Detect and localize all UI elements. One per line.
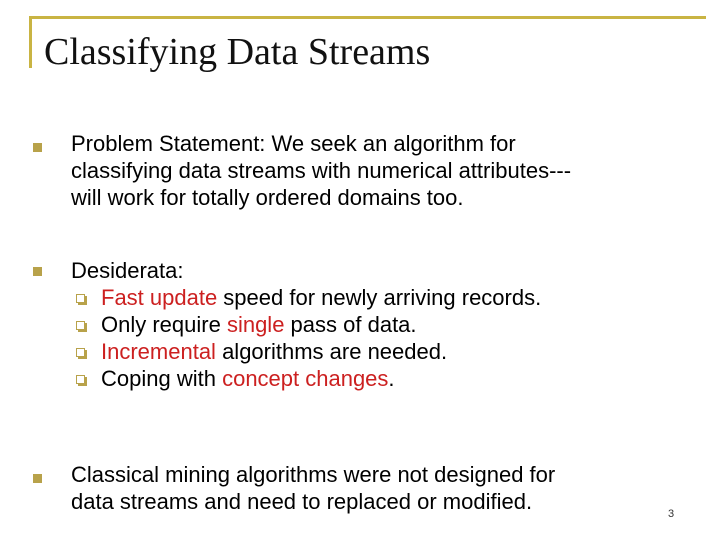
sub-item-text: . <box>388 366 395 391</box>
text-line: will work for totally ordered domains too. <box>71 185 464 210</box>
sub-item-text: pass of data. <box>284 312 417 337</box>
checkbox-bullet-icon <box>76 375 85 384</box>
bullet-desiderata <box>71 257 541 392</box>
bullet-problem-statement <box>71 130 571 211</box>
text-line: data streams and need to replaced or modified. <box>71 489 533 514</box>
bullet-marker <box>33 143 42 152</box>
page-number: 3 <box>668 508 675 520</box>
desiderata-heading: Desiderata: <box>71 258 184 283</box>
highlight-text: concept changes <box>222 366 389 391</box>
checkbox-bullet-icon <box>76 348 85 357</box>
title-frame-top <box>29 16 706 19</box>
sub-item-concept-changes <box>71 365 541 392</box>
sub-item-text: speed for newly arriving records. <box>217 285 542 310</box>
checkbox-bullet-icon <box>76 321 85 330</box>
highlight-text: Fast update <box>101 285 218 310</box>
sub-item-text: Only require <box>101 312 227 337</box>
bullet-classical-mining <box>71 461 555 515</box>
text-line: Problem Statement: We seek an algorithm for <box>71 131 516 156</box>
sub-item-single-pass <box>71 311 541 338</box>
text-line: Classical mining algorithms were not designed for <box>71 462 556 487</box>
bullet-marker <box>33 267 42 276</box>
bullet-marker <box>33 474 42 483</box>
sub-item-incremental <box>71 338 541 365</box>
sub-item-text: Coping with <box>101 366 223 391</box>
sub-item-fast-update <box>71 284 541 311</box>
highlight-text: Incremental <box>101 339 216 364</box>
text-line: classifying data streams with numerical attributes--- <box>71 158 572 183</box>
sub-item-text: algorithms are needed. <box>215 339 448 364</box>
highlight-text: single <box>226 312 285 337</box>
title-frame-left <box>29 16 32 68</box>
slide-title: Classifying Data Streams <box>44 31 431 73</box>
checkbox-bullet-icon <box>76 294 85 303</box>
